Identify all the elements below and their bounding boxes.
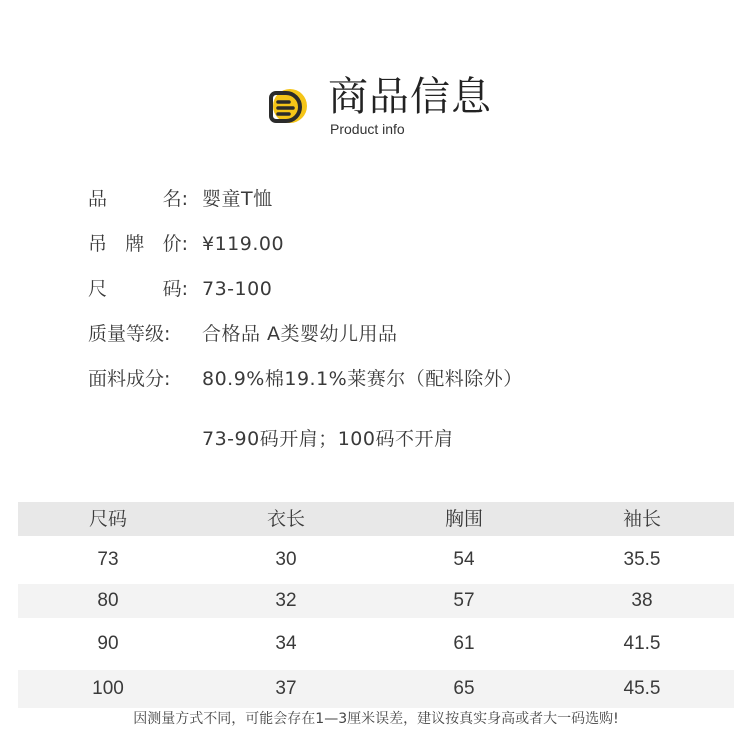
table-cell: 34: [275, 633, 297, 654]
info-label: 尺 码:: [88, 278, 188, 300]
info-label: 品 名:: [88, 188, 188, 210]
table-cell: 57: [453, 590, 475, 611]
table-cell: 30: [275, 549, 297, 570]
info-label: 面料成分:: [88, 368, 171, 390]
table-cell: 90: [97, 633, 119, 654]
table-row: [18, 618, 734, 670]
table-cell: 37: [275, 678, 297, 699]
table-cell: 61: [453, 633, 475, 654]
info-value: 80.9%棉19.1%莱赛尔（配料除外）: [202, 368, 523, 390]
page-subtitle: Product info: [330, 121, 405, 137]
info-value: 婴童T恤: [202, 188, 273, 210]
size-table: [18, 502, 734, 708]
info-value: ¥119.00: [202, 233, 285, 255]
info-label: 质量等级:: [88, 323, 171, 345]
document-lines-icon: [262, 84, 314, 130]
table-header-cell: 衣长: [266, 508, 305, 530]
table-header-row: [18, 502, 734, 536]
table-cell: 54: [453, 549, 475, 570]
table-header-cell: 袖长: [622, 508, 661, 530]
shoulder-note: 73-90码开肩；100码不开肩: [202, 428, 454, 450]
table-cell: 45.5: [623, 678, 661, 699]
info-value: 合格品 A类婴幼儿用品: [202, 323, 398, 345]
table-row: [18, 670, 734, 708]
table-header-cell: 胸围: [444, 508, 483, 530]
table-cell: 73: [97, 549, 119, 570]
page-title: 商品信息: [328, 74, 492, 120]
table-cell: 38: [631, 590, 653, 611]
table-cell: 41.5: [623, 633, 661, 654]
table-cell: 65: [453, 678, 475, 699]
table-header-cell: 尺码: [88, 508, 127, 530]
table-cell: 32: [275, 590, 297, 611]
info-value: 73-100: [202, 278, 273, 300]
table-cell: 35.5: [623, 549, 661, 570]
measurement-disclaimer: 因测量方式不同，可能会存在1—3厘米误差，建议按真实身高或者大一码选购!: [133, 711, 619, 727]
table-cell: 80: [97, 590, 119, 611]
table-cell: 100: [92, 678, 124, 699]
table-row: [18, 536, 734, 584]
section-header: [262, 74, 522, 144]
table-row: [18, 584, 734, 618]
info-label: 吊 牌 价:: [88, 233, 188, 255]
